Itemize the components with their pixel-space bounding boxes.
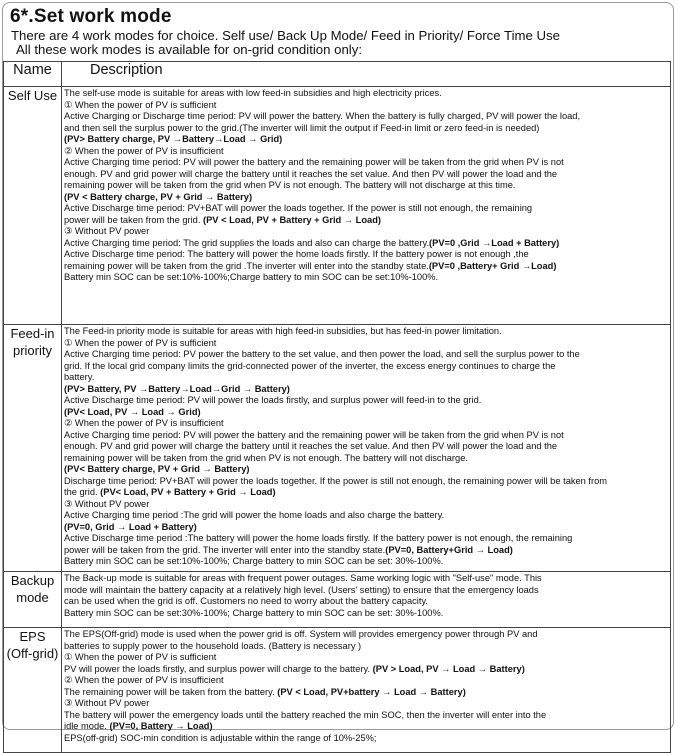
intro-line-1: There are 4 work modes for choice. Self use/ Back Up Mode/ Feed in Priority/ Force Time Use	[11, 28, 560, 43]
description-line	[64, 687, 668, 699]
line-text: (PV> Battery, PV →Battery→Load→Grid → Battery)	[64, 383, 290, 394]
description-line	[64, 608, 668, 620]
mode-description-backup	[62, 572, 671, 628]
description-line	[64, 629, 668, 641]
line-flow-formula: (PV=0 ,Grid →Load + Battery)	[429, 237, 560, 248]
description-line	[64, 476, 668, 488]
description-line	[64, 487, 668, 499]
line-text: ② When the power of PV is insufficient	[64, 675, 224, 685]
line-text: Active Charging time period: PV power the battery to the set value, and then power the load, and sell the surplus power to the	[64, 349, 580, 359]
line-text: ③ Without PV power	[64, 498, 150, 509]
description-line	[64, 641, 668, 653]
description-line	[64, 710, 668, 722]
line-text: (PV=0, Grid → Load + Battery)	[64, 521, 197, 532]
description-line	[64, 249, 668, 261]
line-text: Discharge time period: PV+BAT will power the loads together. If the power is still not enough, the remaining power will be taken from	[64, 475, 608, 486]
description-line	[64, 157, 668, 169]
mode-name-self-use: Self Use	[4, 87, 62, 325]
line-text: Active Charging time period :The grid will power the home loads and also charge the battery.	[64, 510, 445, 520]
line-flow-formula: (PV=0 ,Battery+ Grid →Load)	[428, 260, 557, 271]
column-header-name: Name	[4, 62, 62, 87]
page-title: 6*.Set work mode	[10, 6, 172, 27]
description-line	[64, 522, 668, 534]
description-line	[64, 441, 668, 453]
mode-name-backup: Backup mode	[4, 572, 62, 628]
line-flow-formula: (PV=0, Battery → Load)	[106, 721, 213, 731]
description-line	[64, 88, 668, 100]
line-text: remaining power will be taken from the grid .The inverter will enter into the standby state.	[64, 260, 429, 271]
description-line	[64, 203, 668, 215]
line-text: The Feed-in priority mode is suitable for areas with high feed-in subsidies, but has feed-in power limitation.	[64, 326, 502, 336]
line-text: The remaining power will be taken from the battery.	[64, 686, 275, 697]
description-line	[64, 134, 668, 146]
line-text: Active Discharge time period: PV will power the loads firstly, and surplus power will feed-in to the grid.	[64, 395, 482, 405]
description-line	[64, 361, 668, 373]
table-row-eps-off-grid	[4, 628, 671, 753]
description-line	[64, 111, 668, 123]
table-row-self-use	[4, 87, 671, 325]
line-flow-formula: (PV< Load, PV + Battery + Grid → Load)	[97, 487, 276, 497]
description-line	[64, 326, 668, 338]
description-line	[64, 545, 668, 557]
description-line	[64, 453, 668, 465]
description-line	[64, 698, 668, 710]
column-header-description: Description	[62, 62, 671, 87]
description-line	[64, 596, 668, 608]
line-text: battery.	[64, 372, 95, 382]
description-line	[64, 261, 668, 273]
line-text: Active Charging or Discharge time period: PV will power the battery. When the battery is fully charged, PV will power the load,	[64, 111, 581, 121]
description-line	[64, 664, 668, 676]
mode-name-eps-off-grid: EPS (Off-grid)	[4, 628, 62, 753]
line-text: can be used when the grid is off. Customers no need to worry about the battery capacity.	[64, 596, 428, 606]
line-text: Battery min SOC can be set:10%-100%; Charge battery to min SOC can be set: 30%-100%.	[64, 556, 444, 566]
table-header-row	[4, 62, 671, 87]
line-flow-formula: (PV < Load, PV + Battery + Grid → Load)	[200, 214, 381, 225]
line-text: The Back-up mode is suitable for areas with frequent power outages. Same working logic with "Self-use" mode. This	[64, 573, 542, 583]
line-text: Active Discharge time period: PV+BAT will power the loads together. If the power is still not enough, the remaining	[64, 203, 533, 213]
description-line	[64, 180, 668, 192]
description-line	[64, 395, 668, 407]
mode-description-self-use	[62, 87, 671, 325]
description-line	[64, 418, 668, 430]
description-line	[64, 238, 668, 250]
mode-description-eps-off-grid	[62, 628, 671, 753]
line-text: grid. If the local grid company limits the grid-connected power of the inverter, the excess energy continues to charge the	[64, 360, 556, 371]
line-text: batteries to supply power to the household loads. (Battery is necessary )	[64, 640, 362, 651]
description-line	[64, 100, 668, 112]
line-text: Battery min SOC can be set:10%-100%;Charge battery to min SOC can be set:10%-100%.	[64, 272, 439, 282]
line-text: The self-use mode is suitable for areas with low feed-in subsidies and high electricity prices.	[64, 88, 442, 98]
line-text: the grid.	[64, 487, 98, 497]
line-text: PV will power the loads firstly, and surplus power will charge to the battery.	[64, 663, 371, 674]
intro-line-2: All these work modes is available for on-grid condition only:	[16, 42, 362, 57]
line-text: ① When the power of PV is sufficient	[64, 337, 217, 348]
line-text: The EPS(Off-grid) mode is used when the power grid is off. System will provides emergency power through PV and	[64, 629, 538, 639]
line-text: ② When the power of PV is insufficient	[64, 145, 224, 156]
mode-description-feed-in-priority	[62, 325, 671, 572]
line-text: ① When the power of PV is sufficient	[64, 652, 217, 662]
line-text: remaining power will be taken from the grid when PV is not enough. The battery will not discharge at this time.	[64, 180, 516, 190]
line-text: Active Charging time period: PV will power the battery and the remaining power will be taken from the grid when PV is not	[64, 429, 564, 440]
line-text: EPS(off-grid) SOC-min condition is adjustable within the range of 10%-25%;	[64, 732, 377, 743]
line-text: Active Charging time period: PV will power the battery and the remaining power will be taken from the grid when PV is not	[64, 157, 564, 167]
description-line	[64, 675, 668, 687]
line-text: power will be taken from the grid.	[64, 214, 201, 225]
line-text: Active Discharge time period: The battery will power the home loads firstly. If the battery power is not enough ,the	[64, 249, 529, 259]
description-line	[64, 721, 668, 733]
line-text: ② When the power of PV is insufficient	[64, 418, 224, 428]
table-row-feed-in-priority	[4, 325, 671, 572]
description-line	[64, 652, 668, 664]
line-text: (PV> Battery charge, PV →Battery→Load → Grid)	[64, 134, 283, 144]
description-line	[64, 407, 668, 419]
line-text: idle mode.	[64, 721, 107, 731]
line-text: and then sell the surplus power to the grid.(The inverter will limit the output if Feed-in limit or zero feed-in is needed)	[64, 122, 540, 133]
description-line	[64, 272, 668, 284]
description-line	[64, 169, 668, 181]
line-text: Active Discharge time period :The battery will power the home loads firstly. If the battery power is not enough, the remaining	[64, 533, 573, 543]
description-line	[64, 510, 668, 522]
line-text: Battery min SOC can be set:30%-100%; Charge battery to min SOC can be set: 30%-100%.	[64, 607, 444, 618]
description-line	[64, 192, 668, 204]
description-line	[64, 556, 668, 568]
line-text: ③ Without PV power	[64, 698, 150, 708]
line-text: mode will maintain the battery capacity at a relatively high level. (Users' setting) to ensure that the emergency loads	[64, 584, 539, 595]
description-line	[64, 585, 668, 597]
description-line	[64, 430, 668, 442]
line-text: remaining power will be taken from the grid when PV is not enough. The battery will not discharge.	[64, 452, 468, 463]
description-line	[64, 123, 668, 135]
description-line	[64, 146, 668, 158]
line-text: power will be taken from the grid. The inverter will enter into the standby state.	[64, 544, 386, 555]
description-line	[64, 215, 668, 227]
line-text: The battery will power the emergency loads until the battery reached the min SOC, then the inverter will enter into the	[64, 709, 547, 720]
description-line	[64, 573, 668, 585]
description-line	[64, 372, 668, 384]
description-line	[64, 499, 668, 511]
line-text: (PV < Battery charge, PV + Grid → Battery)	[64, 191, 253, 202]
line-flow-formula: (PV=0, Battery+Grid → Load)	[385, 544, 513, 555]
description-line	[64, 533, 668, 545]
line-text: ③ Without PV power	[64, 226, 150, 236]
table-row-backup-mode	[4, 572, 671, 628]
mode-name-feed-in-priority: Feed-in priority	[4, 325, 62, 572]
line-text: (PV< Battery charge, PV + Grid → Battery)	[64, 464, 250, 474]
work-mode-table	[3, 61, 671, 753]
line-text: enough. PV and grid power will charge the battery until it reaches the set value. And then PV will power the load and the	[64, 168, 558, 179]
description-line	[64, 384, 668, 396]
description-line	[64, 349, 668, 361]
description-line	[64, 464, 668, 476]
description-line	[64, 733, 668, 745]
line-flow-formula: (PV > Load, PV → Load → Battery)	[370, 663, 525, 674]
description-line	[64, 226, 668, 238]
description-line	[64, 338, 668, 350]
line-text: Active Charging time period: The grid supplies the loads and also can charge the battery.	[64, 237, 430, 248]
line-text: ① When the power of PV is sufficient	[64, 99, 217, 110]
line-text: (PV< Load, PV → Load → Grid)	[64, 406, 201, 417]
line-flow-formula: (PV < Load, PV+battery → Load → Battery)	[274, 686, 466, 697]
line-text: enough. PV and grid power will charge the battery until it reaches the set value. And then PV will power the load and the	[64, 441, 558, 451]
